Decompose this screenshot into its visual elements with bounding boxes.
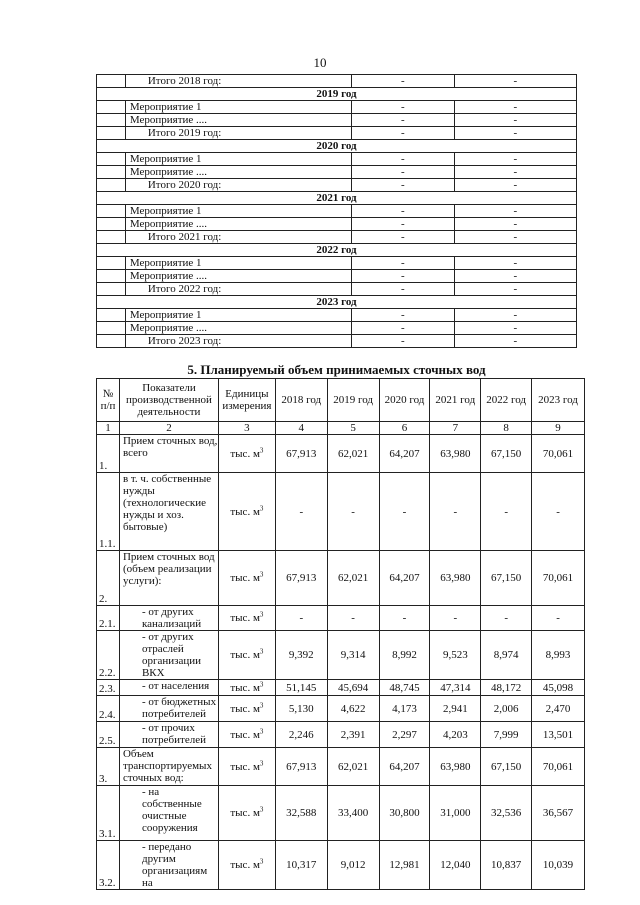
row-number: 2.5. [97,722,120,748]
unit-cell [218,722,275,748]
column-number-row [97,422,585,435]
unit-text: тыс. м [230,612,260,624]
header-row [97,379,585,422]
value-cell: 9,523 [430,631,481,680]
empty-cell [97,335,126,348]
value-cell: 9,012 [327,841,379,890]
column-header: 2019 год [327,379,379,422]
measure-row [97,205,577,218]
total-row [97,335,577,348]
value-cell: - [275,606,327,631]
value-cell: 8,993 [532,631,585,680]
table-row [97,435,585,473]
value-cell: 9,392 [275,631,327,680]
unit-cell [218,748,275,786]
total-row [97,127,577,140]
value-cell: 8,974 [481,631,532,680]
empty-cell [97,283,126,296]
value-cell: 62,021 [327,551,379,606]
table-row [97,631,585,680]
value-cell: - [454,166,576,179]
value-cell: 10,837 [481,841,532,890]
value-cell: - [352,153,455,166]
unit-cell [218,551,275,606]
row-number: 2.2. [97,631,120,680]
year-header-row [97,244,577,257]
value-cell: - [352,218,455,231]
measure-label: Мероприятие .... [125,322,351,335]
measure-label: Мероприятие .... [125,114,351,127]
value-cell: 67,913 [275,435,327,473]
row-number: 2.4. [97,696,120,722]
value-cell: 2,006 [481,696,532,722]
value-cell: - [454,335,576,348]
measure-label: Мероприятие 1 [125,205,351,218]
value-cell: - [352,309,455,322]
value-cell: 48,172 [481,680,532,696]
empty-cell [97,114,126,127]
unit-text: тыс. м [230,505,260,518]
value-cell: - [352,179,455,192]
wastewater-volume-table [96,378,585,890]
value-cell: 32,588 [275,786,327,841]
column-header: 2022 год [481,379,532,422]
unit-text: тыс. м [230,760,260,773]
value-cell: 67,150 [481,435,532,473]
value-cell: - [454,218,576,231]
row-number: 3. [97,748,120,786]
value-cell: 4,622 [327,696,379,722]
value-cell: - [454,153,576,166]
value-cell: 2,246 [275,722,327,748]
row-number: 1.1. [97,473,120,551]
value-cell: - [275,473,327,551]
value-cell: 8,992 [379,631,430,680]
value-cell: - [454,114,576,127]
empty-cell [97,127,126,140]
indicator-name: - от прочих потребителей [119,722,218,748]
column-header: Показатели производственной деятельности [119,379,218,422]
value-cell: 13,501 [532,722,585,748]
unit-superscript: 3 [259,700,264,709]
column-header: 2023 год [532,379,585,422]
value-cell: - [454,270,576,283]
value-cell: - [327,606,379,631]
empty-cell [97,257,126,270]
empty-cell [97,322,126,335]
unit-cell [218,631,275,680]
unit-text: тыс. м [230,649,260,661]
unit-superscript: 3 [259,726,264,735]
value-cell: - [352,127,455,140]
unit-superscript: 3 [259,503,264,512]
value-cell: 2,470 [532,696,585,722]
row-number: 3.2. [97,841,120,890]
value-cell: - [430,473,481,551]
unit-superscript: 3 [259,758,264,767]
value-cell: 10,039 [532,841,585,890]
value-cell: - [352,322,455,335]
value-cell: 4,173 [379,696,430,722]
value-cell: - [454,179,576,192]
value-cell: - [327,473,379,551]
table-row [97,748,585,786]
value-cell: 30,800 [379,786,430,841]
unit-text: тыс. м [230,572,260,584]
value-cell: 36,567 [532,786,585,841]
column-header: Единицы измерения [218,379,275,422]
value-cell: 2,391 [327,722,379,748]
unit-cell [218,473,275,551]
page-number: 10 [313,55,327,70]
value-cell: 31,000 [430,786,481,841]
value-cell: 2,941 [430,696,481,722]
unit-text: тыс. м [230,447,260,460]
value-cell: 70,061 [532,435,585,473]
value-cell: - [454,309,576,322]
table-row [97,841,585,890]
value-cell: 7,999 [481,722,532,748]
empty-cell [97,231,126,244]
measure-label: Мероприятие 1 [125,309,351,322]
value-cell: - [352,270,455,283]
year-header-row [97,296,577,309]
value-cell: 63,980 [430,551,481,606]
table-row [97,696,585,722]
year-header: 2022 год [97,244,577,257]
row-number: 2. [97,551,120,606]
value-cell: 48,745 [379,680,430,696]
value-cell: 45,098 [532,680,585,696]
total-row [97,179,577,192]
empty-cell [97,270,126,283]
empty-cell [97,75,126,88]
unit-text: тыс. м [230,702,260,715]
value-cell: 5,130 [275,696,327,722]
unit-text: тыс. м [230,728,260,741]
total-row [97,231,577,244]
year-header: 2019 год [97,88,577,101]
indicator-name: в т. ч. собственные нужды (технологические нужды и хоз. бытовые) [119,473,218,551]
value-cell: - [454,101,576,114]
measure-row [97,257,577,270]
measure-label: Мероприятие .... [125,166,351,179]
indicator-name: Прием сточных вод, всего [119,435,218,473]
value-cell: - [454,205,576,218]
unit-superscript: 3 [259,570,264,579]
total-row [97,75,577,88]
column-number: 7 [430,422,481,435]
total-label: Итого 2022 год: [125,283,351,296]
row-number: 2.3. [97,680,120,696]
measure-label: Мероприятие 1 [125,153,351,166]
indicator-name: Прием сточных вод (объем реализации услуги): [119,551,218,606]
table-row [97,473,585,551]
indicator-name: Объем транспортируемых сточных вод: [119,748,218,786]
measure-row [97,153,577,166]
empty-cell [97,101,126,114]
indicator-name: - от населения [119,680,218,696]
unit-cell [218,786,275,841]
unit-cell [218,680,275,696]
year-header-row [97,88,577,101]
unit-cell [218,696,275,722]
empty-cell [97,179,126,192]
measure-label: Мероприятие .... [125,270,351,283]
value-cell: - [352,335,455,348]
value-cell: - [532,473,585,551]
column-header: 2021 год [430,379,481,422]
value-cell: - [454,127,576,140]
value-cell: 67,150 [481,551,532,606]
value-cell: 70,061 [532,551,585,606]
table-row [97,680,585,696]
value-cell: - [454,322,576,335]
empty-cell [97,309,126,322]
measure-row [97,101,577,114]
measures-table [96,74,577,348]
row-number: 1. [97,435,120,473]
measure-label: Мероприятие 1 [125,257,351,270]
total-label: Итого 2018 год: [125,75,351,88]
year-header-row [97,192,577,205]
measure-row [97,322,577,335]
value-cell: - [454,283,576,296]
value-cell: - [352,231,455,244]
total-label: Итого 2019 год: [125,127,351,140]
value-cell: - [481,606,532,631]
year-header: 2020 год [97,140,577,153]
empty-cell [97,166,126,179]
column-number: 9 [532,422,585,435]
section-title: 5. Планируемый объем принимаемых сточных вод [187,362,486,377]
value-cell: 33,400 [327,786,379,841]
value-cell: 67,913 [275,748,327,786]
unit-superscript: 3 [259,647,264,656]
table-row [97,606,585,631]
value-cell: 64,207 [379,748,430,786]
value-cell: - [352,257,455,270]
total-row [97,283,577,296]
row-number: 2.1. [97,606,120,631]
measure-row [97,166,577,179]
unit-text: тыс. м [230,859,260,871]
unit-text: тыс. м [230,681,260,694]
indicator-name: - от бюджетных потребителей [119,696,218,722]
unit-superscript: 3 [259,857,264,866]
column-header: № п/п [97,379,120,422]
value-cell: - [454,257,576,270]
measure-row [97,309,577,322]
row-number: 3.1. [97,786,120,841]
unit-superscript: 3 [259,445,264,454]
value-cell: - [352,166,455,179]
unit-superscript: 3 [259,805,264,814]
table-row [97,722,585,748]
value-cell: 10,317 [275,841,327,890]
value-cell: 62,021 [327,435,379,473]
value-cell: 70,061 [532,748,585,786]
value-cell: 67,150 [481,748,532,786]
value-cell: 12,981 [379,841,430,890]
table-row [97,786,585,841]
total-label: Итого 2023 год: [125,335,351,348]
measure-label: Мероприятие .... [125,218,351,231]
value-cell: - [379,606,430,631]
column-number: 5 [327,422,379,435]
value-cell: - [352,283,455,296]
value-cell: - [454,231,576,244]
measure-row [97,270,577,283]
value-cell: 2,297 [379,722,430,748]
value-cell: - [379,473,430,551]
value-cell: 63,980 [430,435,481,473]
value-cell: - [454,75,576,88]
unit-cell [218,606,275,631]
value-cell: 62,021 [327,748,379,786]
value-cell: - [352,75,455,88]
column-header: 2018 год [275,379,327,422]
year-header: 2023 год [97,296,577,309]
column-number: 6 [379,422,430,435]
measure-label: Мероприятие 1 [125,101,351,114]
value-cell: 51,145 [275,680,327,696]
total-label: Итого 2020 год: [125,179,351,192]
total-label: Итого 2021 год: [125,231,351,244]
value-cell: 12,040 [430,841,481,890]
empty-cell [97,153,126,166]
column-number: 2 [119,422,218,435]
column-number: 3 [218,422,275,435]
empty-cell [97,205,126,218]
value-cell: 64,207 [379,435,430,473]
year-header: 2021 год [97,192,577,205]
value-cell: 47,314 [430,680,481,696]
value-cell: - [352,205,455,218]
value-cell: 64,207 [379,551,430,606]
value-cell: 32,536 [481,786,532,841]
value-cell: 63,980 [430,748,481,786]
value-cell: - [481,473,532,551]
indicator-name: - на собственные очистные сооружения [119,786,218,841]
column-header: 2020 год [379,379,430,422]
value-cell: 67,913 [275,551,327,606]
column-number: 8 [481,422,532,435]
value-cell: - [352,101,455,114]
value-cell: - [430,606,481,631]
measure-row [97,218,577,231]
column-number: 4 [275,422,327,435]
value-cell: 45,694 [327,680,379,696]
column-number: 1 [97,422,120,435]
value-cell: 9,314 [327,631,379,680]
unit-cell [218,435,275,473]
unit-superscript: 3 [259,610,264,619]
empty-cell [97,218,126,231]
value-cell: - [352,114,455,127]
unit-cell [218,841,275,890]
unit-superscript: 3 [259,679,264,688]
indicator-name: - передано другим организациям на [119,841,218,890]
measure-row [97,114,577,127]
indicator-name: - от других отраслей организации ВКХ [119,631,218,680]
unit-text: тыс. м [230,807,260,819]
indicator-name: - от других канализаций [119,606,218,631]
value-cell: 4,203 [430,722,481,748]
table-row [97,551,585,606]
value-cell: - [532,606,585,631]
year-header-row [97,140,577,153]
